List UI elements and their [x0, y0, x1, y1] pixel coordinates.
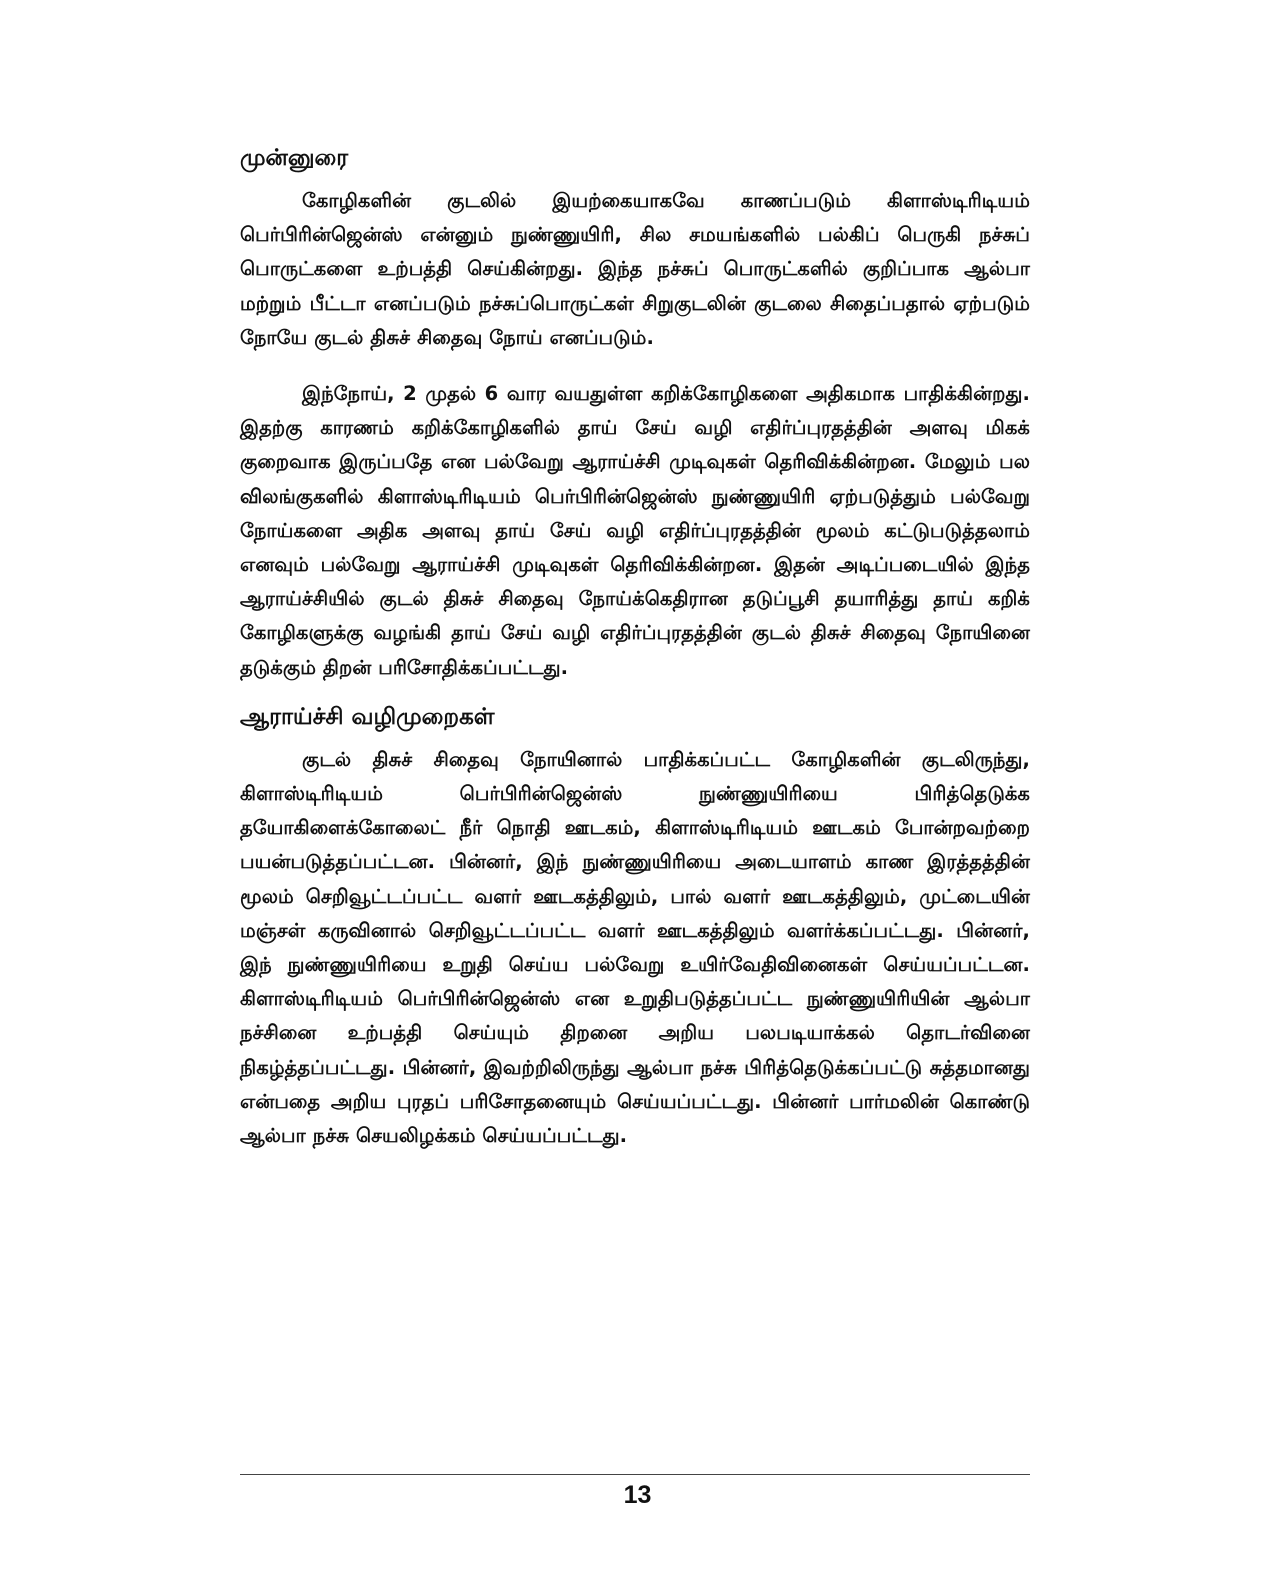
footer-divider [240, 1474, 1030, 1475]
intro-paragraph-2: இந்நோய், 2 முதல் 6 வார வயதுள்ள கறிக்கோழிகளை அதிகமாக பாதிக்கின்றது. இதற்கு காரணம் கறிக்கோழிகளில் தாய் சேய் வழி எதிர்ப்புரதத்தின் அளவு மிகக் குறைவாக இருப்பதே என பல்வேறு ஆராய்ச்சி முடிவுகள் தெரிவிக்கின்றன. மேலும் பல விலங்குகளில் கிளாஸ்டிரிடியம் பெர்பிரின்ஜென்ஸ் நுண்ணுயிரி ஏற்படுத்தும் பல்வேறு நோய்களை அதிக அளவு தாய் சேய் வழி எதிர்ப்புரதத்தின் மூலம் கட்டுபடுத்தலாம் எனவும் பல்வேறு ஆராய்ச்சி முடிவுகள் தெரிவிக்கின்றன. இதன் அடிப்படையில் இந்த ஆராய்ச்சியில் குடல் திசுச் சிதைவு நோய்க்கெதிரான தடுப்பூசி தயாரித்து தாய் கறிக் கோழிகளுக்கு வழங்கி தாய் சேய் வழி எதிர்ப்புரதத்தின் குடல் திசுச் சிதைவு நோயினை தடுக்கும் திறன் பரிசோதிக்கப்பட்டது. [240, 382, 1030, 679]
intro-heading: முன்னுரை [240, 145, 349, 171]
methods-heading: ஆராய்ச்சி வழிமுறைகள் [240, 703, 495, 730]
page-number: 13 [623, 1481, 652, 1509]
intro-paragraph-1: கோழிகளின் குடலில் இயற்கையாகவே காணப்படும் கிளாஸ்டிரிடியம் பெர்பிரின்ஜென்ஸ் என்னும் நுண்ணுயிரி, சில சமயங்களில் பல்கிப் பெருகி நச்சுப் பொருட்களை உற்பத்தி செய்கின்றது. இந்த நச்சுப் பொருட்களில் குறிப்பாக ஆல்பா மற்றும் பீட்டா எனப்படும் நச்சுப்பொருட்கள் சிறுகுடலின் குடலை சிதைப்பதால் ஏற்படும் நோயே குடல் திசுச் சிதைவு நோய் எனப்படும். [240, 189, 1030, 349]
methods-paragraph: குடல் திசுச் சிதைவு நோயினால் பாதிக்கப்பட்ட கோழிகளின் குடலிருந்து, கிளாஸ்டிரிடியம் பெர்பிரின்ஜென்ஸ் நுண்ணுயிரியை பிரித்தெடுக்க தயோகிளைக்கோலைட் நீர் நொதி ஊடகம், கிளாஸ்டிரிடியம் ஊடகம் போன்றவற்றை பயன்படுத்தப்பட்டன. பின்னர், இந் நுண்ணுயிரியை அடையாளம் காண இரத்தத்தின் மூலம் செறிவூட்டப்பட்ட வளர் ஊடகத்திலும், பால் வளர் ஊடகத்திலும், முட்டையின் மஞ்சள் கருவினால் செறிவூட்டப்பட்ட வளர் ஊடகத்திலும் வளர்க்கப்பட்டது. பின்னர், இந் நுண்ணுயிரியை உறுதி செய்ய பல்வேறு உயிர்வேதிவினைகள் செய்யப்பட்டன. கிளாஸ்டிரிடியம் பெர்பிரின்ஜென்ஸ் என உறுதிபடுத்தப்பட்ட நுண்ணுயிரியின் ஆல்பா நச்சினை உற்பத்தி செய்யும் திறனை அறிய பலபடியாக்கல் தொடர்வினை நிகழ்த்தப்பட்டது. பின்னர், இவற்றிலிருந்து ஆல்பா நச்சு பிரித்தெடுக்கப்பட்டு சுத்தமானது என்பதை அறிய புரதப் பரிசோதனையும் செய்யப்பட்டது. பின்னர் பார்மலின் கொண்டு ஆல்பா நச்சு செயலிழக்கம் செய்யப்பட்டது. [240, 747, 1030, 1148]
page-body [240, 140, 1030, 1153]
